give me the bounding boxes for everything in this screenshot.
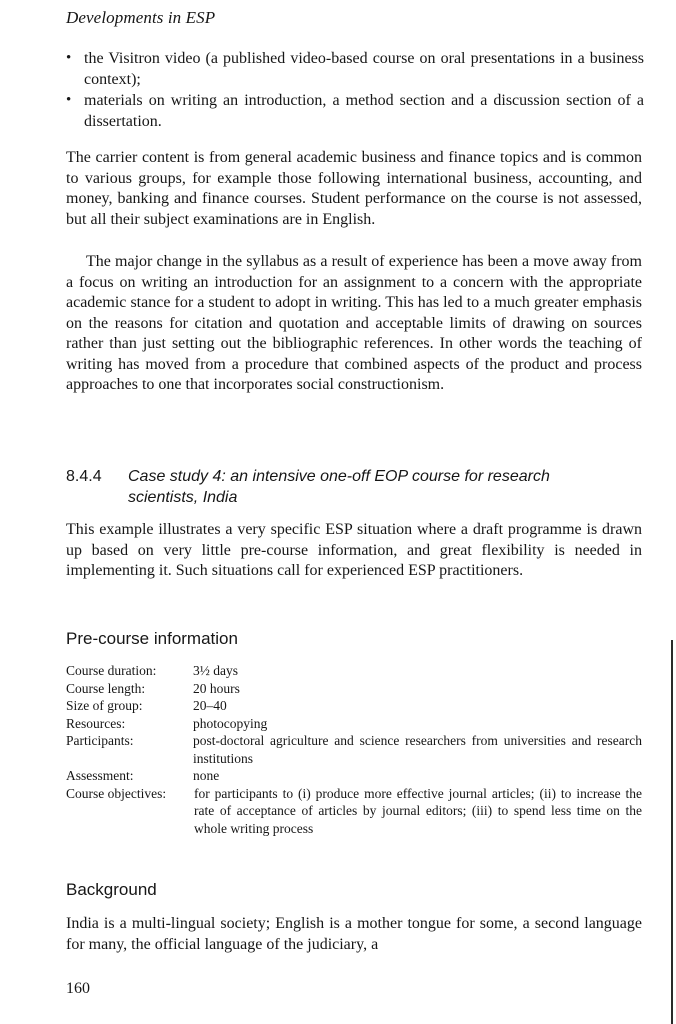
bullet-item	[64, 90, 644, 132]
background-heading: Background	[66, 880, 157, 899]
info-label: Course duration:	[66, 663, 157, 678]
running-head: Developments in ESP	[66, 8, 216, 27]
info-value: 20 hours	[193, 680, 240, 696]
bullet-item	[64, 48, 644, 90]
pre-course-heading: Pre-course information	[66, 629, 238, 648]
paragraph-syllabus-change: The major change in the syllabus as a result of experience has been a move away from a focus on writing an introduction for an assignment to a concern with the appropriate academic stance for a student to adopt in writing. This has led to a much greater emphasis on the reasons for citation and quotation and acceptable limits of drawing on sources rather than just setting out the bibliographic references. In other words the teaching of writing has moved from a procedure that combined aspects of the product and process approaches to one that incorporates social constructionism.	[66, 253, 642, 393]
bullet-icon: •	[66, 92, 72, 108]
page-number: 160	[66, 980, 90, 997]
info-row	[66, 697, 642, 715]
info-value: 3½ days	[193, 663, 238, 678]
info-label: Resources:	[66, 715, 126, 731]
info-row	[66, 662, 642, 680]
section-heading	[66, 466, 642, 508]
bullet-list	[64, 48, 644, 132]
info-row	[66, 785, 642, 838]
bullet-icon: •	[66, 50, 72, 66]
info-row	[66, 767, 642, 785]
info-value: post-doctoral agriculture and science researchers from universities and research institutions	[193, 733, 642, 766]
section-title-line2: scientists, India	[128, 489, 238, 506]
info-label: Participants:	[66, 733, 134, 748]
info-label: Course length:	[66, 680, 146, 696]
info-label: Course objectives:	[66, 785, 167, 801]
paragraph-background: India is a multi-lingual society; English is a mother tongue for some, a second language for many, the official language of the judiciary, a	[66, 915, 642, 953]
info-value: none	[193, 768, 220, 783]
course-info-table	[66, 662, 642, 837]
info-value: for participants to (i) produce more effective journal articles; (ii) to increase the rate of acceptance of articles by journal editors; (iii) to spend less time on the whole writing process	[194, 785, 642, 836]
bullet-text: the Visitron video (a published video-based course on oral presentations in a business context);	[84, 50, 644, 88]
info-row	[66, 715, 642, 733]
info-value: 20–40	[193, 698, 227, 713]
info-row	[66, 732, 642, 767]
info-label: Assessment:	[66, 768, 134, 783]
paragraph-carrier-content: The carrier content is from general academic business and finance topics and is common to various groups, for example those following international business, accounting, and money, banking and finance courses. Student performance on the course is not assessed, but all their subject examinations are in English.	[66, 149, 642, 228]
info-value: photocopying	[193, 715, 268, 731]
section-title-line1: Case study 4: an intensive one-off EOP course for research	[128, 468, 550, 485]
info-row	[66, 680, 642, 698]
info-label: Size of group:	[66, 698, 143, 713]
section-number: 8.4.4	[66, 468, 102, 485]
paragraph-case-intro: This example illustrates a very specific ESP situation where a draft programme is drawn up based on very little pre-course information, and great flexibility is needed in implementing it. Such situations call for experienced ESP practitioners.	[66, 521, 642, 579]
page-edge-rule	[671, 640, 673, 1024]
bullet-text: materials on writing an introduction, a method section and a discussion section of a dissertation.	[84, 92, 644, 130]
